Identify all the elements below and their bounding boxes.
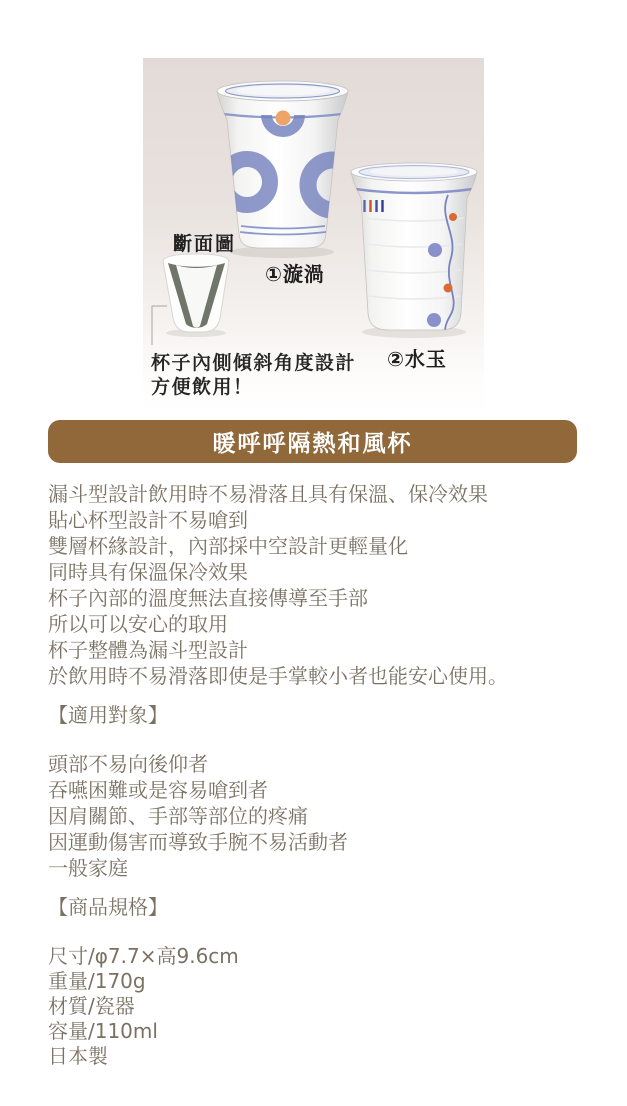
spec-item-material: 材質/瓷器 — [48, 994, 135, 1018]
specs-list — [48, 944, 239, 1069]
intro-line: 杯子整體為漏斗型設計 — [48, 638, 248, 662]
caption-leader-line — [152, 306, 167, 345]
audience-heading: 【適用對象】 — [48, 703, 168, 727]
intro-paragraph — [48, 481, 508, 689]
product-photo — [143, 58, 484, 412]
cup-polkadot — [351, 163, 477, 332]
cup2-label: ②水玉 — [387, 347, 447, 371]
intro-line: 同時具有保溫保冷效果 — [48, 560, 248, 584]
audience-list — [48, 751, 348, 881]
cross-section-label: 斷面圖 — [173, 233, 237, 255]
intro-line: 杯子內部的溫度無法直接傳導至手部 — [48, 586, 368, 610]
intro-line: 貼心杯型設計不易嗆到 — [48, 508, 248, 532]
spec-item-weight: 重量/170g — [48, 969, 146, 993]
title-banner — [48, 420, 577, 463]
audience-item: 頭部不易向後仰者 — [48, 752, 208, 776]
cup1-label: ①漩渦 — [265, 262, 325, 286]
specs-heading: 【商品規格】 — [48, 895, 168, 919]
spec-item-capacity: 容量/110ml — [48, 1019, 158, 1043]
spec-item-origin: 日本製 — [48, 1044, 108, 1068]
intro-line: 所以可以安心的取用 — [48, 612, 228, 636]
audience-item: 一般家庭 — [48, 856, 128, 880]
intro-line: 雙層杯緣設計，內部採中空設計更輕量化 — [48, 534, 408, 558]
intro-line: 漏斗型設計飲用時不易滑落且具有保溫、保冷效果 — [48, 482, 488, 506]
audience-item: 因肩關節、手部等部位的疼痛 — [48, 804, 308, 828]
intro-line: 於飲用時不易滑落即使是手掌較小者也能安心使用。 — [48, 664, 508, 688]
photo-caption-line2: 方便飲用！ — [151, 376, 254, 398]
page-title: 暖呼呼隔熱和風杯 — [212, 431, 413, 457]
photo-caption-line1: 杯子內側傾斜角度設計 — [151, 352, 357, 374]
photo-caption — [151, 351, 356, 399]
audience-item: 因運動傷害而導致手腕不易活動者 — [48, 830, 348, 854]
spec-item-size: 尺寸/φ7.7×高9.6cm — [48, 944, 239, 968]
cup-swirl — [217, 81, 358, 248]
audience-item: 吞嚥困難或是容易嗆到者 — [48, 778, 268, 802]
